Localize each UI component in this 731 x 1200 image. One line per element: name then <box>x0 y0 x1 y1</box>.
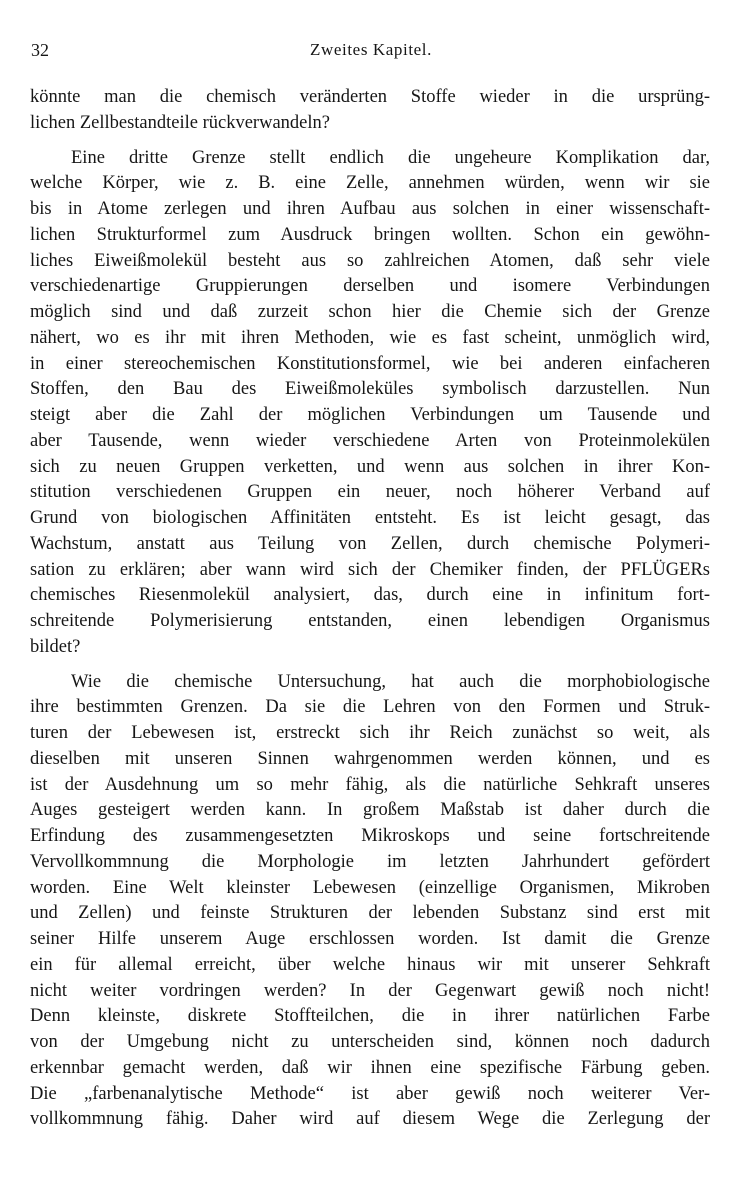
text-line: stitution verschiedenen Gruppen ein neuer, noch höherer Verband auf <box>30 482 710 503</box>
text-line: Auges gesteigert werden kann. In großem Maßstab ist daher durch die <box>30 800 710 821</box>
text-line: möglich sind und daß zurzeit schon hier die Chemie sich der Grenze <box>30 302 710 322</box>
text-line: erkennbar gemacht werden, daß wir ihnen eine spezifische Färbung geben. <box>30 1057 710 1078</box>
text-line: dieselben mit unseren Sinnen wahrgenommen werden können, und es <box>30 748 710 769</box>
text-line: nähert, wo es ihr mit ihren Methoden, wie es fast scheint, unmöglich wird, <box>30 327 710 348</box>
text-line: bildet? <box>30 636 81 657</box>
text-line: lichen Zellbestandteile rückverwandeln? <box>30 112 330 133</box>
text-line: worden. Eine Welt kleinster Lebewesen (einzellige Organismen, Mikroben <box>30 877 710 898</box>
text-line: steigt aber die Zahl der möglichen Verbindungen um Tausende und <box>30 405 710 425</box>
text-line: bis in Atome zerlegen und ihren Aufbau aus solchen in einer wissenschaft- <box>30 199 710 219</box>
page-number: 32 <box>31 40 49 60</box>
text-line: Wachstum, anstatt aus Teilung von Zellen, durch chemische Polymeri- <box>30 533 710 554</box>
text-line: Erfindung des zusammengesetzten Mikroskops und seine fortschreitende <box>30 826 710 846</box>
text-line: könnte man die chemisch veränderten Stoffe wieder in die ursprüng- <box>30 87 710 107</box>
text-line: Grund von biologischen Affinitäten entsteht. Es ist leicht gesagt, das <box>30 508 710 528</box>
text-line: aber Tausende, wenn wieder verschiedene Arten von Proteinmolekülen <box>30 430 710 451</box>
text-line: welche Körper, wie z. B. eine Zelle, annehmen würden, wenn wir sie <box>30 173 710 194</box>
text-line: vollkommnung fähig. Daher wird auf diesem Wege die Zerlegung der <box>30 1109 710 1130</box>
paragraph <box>30 146 710 661</box>
text-line: in einer stereochemischen Konstitutionsformel, wie bei anderen einfacheren <box>30 353 710 374</box>
body-text <box>30 85 710 1142</box>
text-line: Eine dritte Grenze stellt endlich die ungeheure Komplikation dar, <box>71 147 710 168</box>
text-line: von der Umgebung nicht zu unterscheiden sind, können noch dadurch <box>30 1032 710 1052</box>
text-line: Wie die chemische Untersuchung, hat auch die morphobiologische <box>71 671 710 692</box>
text-line: schreitende Polymerisierung entstanden, einen lebendigen Organismus <box>30 611 710 631</box>
text-line: ist der Ausdehnung um so mehr fähig, als die natürliche Sehkraft unseres <box>30 774 710 795</box>
text-line: nicht weiter vordringen werden? In der Gegenwart gewiß noch nicht! <box>30 980 710 1001</box>
text-line: ihre bestimmten Grenzen. Da sie die Lehren von den Formen und Struk- <box>30 697 710 718</box>
text-line: Die „farbenanalytische Methode“ ist aber gewiß noch weiterer Ver- <box>30 1083 710 1104</box>
text-line: turen der Lebewesen ist, erstreckt sich ihr Reich zunächst so weit, als <box>30 723 710 743</box>
text-line: Stoffen, den Bau des Eiweißmoleküles symbolisch darzustellen. Nun <box>30 379 710 400</box>
text-line: sich zu neuen Gruppen verketten, und wenn aus solchen in ihrer Kon- <box>30 456 710 477</box>
page-header <box>31 38 711 62</box>
text-line: Vervollkommnung die Morphologie im letzten Jahrhundert gefördert <box>30 851 710 872</box>
text-line: verschiedenartige Gruppierungen derselben und isomere Verbindungen <box>30 276 710 297</box>
text-line: sation zu erklären; aber wann wird sich der Chemiker finden, der PFLÜGERs <box>30 559 710 580</box>
text-line: chemisches Riesenmolekül analysiert, das, durch eine in infinitum fort- <box>30 585 710 606</box>
text-line: und Zellen) und feinste Strukturen der lebenden Substanz sind erst mit <box>30 903 710 924</box>
text-line: Denn kleinste, diskrete Stoffteilchen, die in ihrer natürlichen Farbe <box>30 1006 710 1027</box>
text-line: seiner Hilfe unserem Auge erschlossen worden. Ist damit die Grenze <box>30 929 710 949</box>
running-head: Zweites Kapitel. <box>310 40 432 59</box>
text-line: liches Eiweißmolekül besteht aus so zahlreichen Atomen, daß sehr viele <box>30 250 710 271</box>
paragraph <box>30 85 710 137</box>
paragraph <box>30 670 710 1134</box>
text-line: lichen Strukturformel zum Ausdruck bringen wollten. Schon ein gewöhn- <box>30 224 710 245</box>
text-line: ein für allemal erreicht, über welche hinaus wir mit unserer Sehkraft <box>30 954 710 975</box>
